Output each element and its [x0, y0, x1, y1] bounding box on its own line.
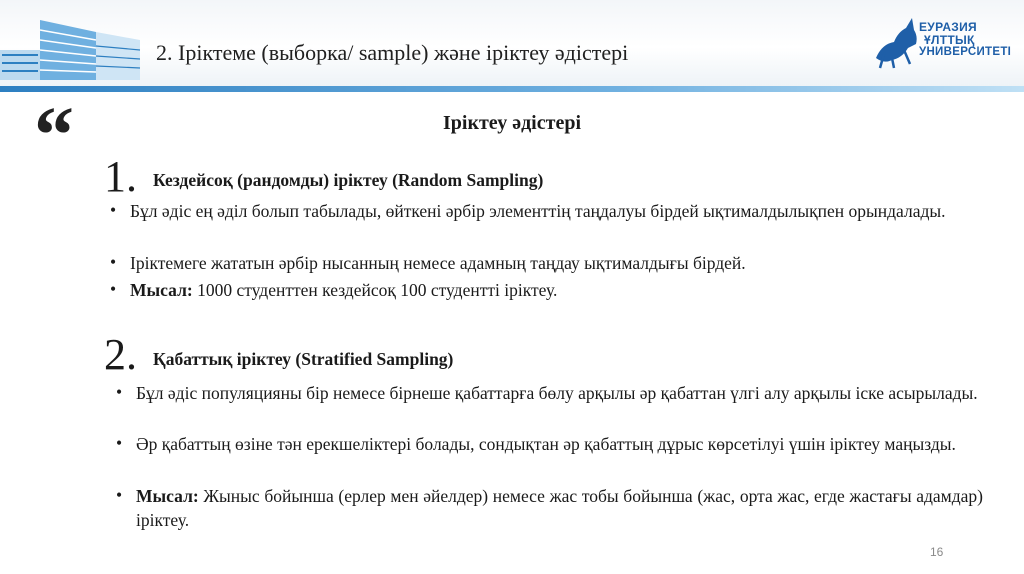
example-label: Мысал:: [130, 280, 193, 300]
example-text: Жыныс бойынша (ерлер мен әйелдер) немесе жас тобы бойынша (жас, орта жас, егде жастағы адамдар) іріктеу.: [136, 486, 983, 530]
building-logo: [0, 10, 150, 82]
example-text: 1000 студенттен кездейсоқ 100 студентті іріктеу.: [192, 280, 558, 300]
bullet-marker: •: [116, 382, 123, 402]
page-number: 16: [930, 545, 944, 559]
slide-title: 2. Іріктеме (выборка/ sample) және іріктеу әдістері: [156, 40, 629, 65]
bullet-text: Бұл әдіс популяцияны бір немесе бірнеше қабаттарға бөлу арқылы әр қабаттан үлгі алу арқылы іске асырылады.: [136, 383, 978, 403]
bullet-marker: •: [116, 485, 123, 505]
example-label: Мысал:: [136, 486, 199, 506]
university-logo: [872, 14, 1012, 70]
method-title: Қабаттық іріктеу (Stratified Sampling): [153, 349, 454, 369]
bullet-text: [136, 484, 983, 532]
university-name-line3: УНИВЕРСИТЕТІ: [919, 46, 1012, 58]
section-heading: Іріктеу әдістері: [443, 112, 581, 134]
header-bar: [0, 0, 1024, 86]
bullet-text: [130, 278, 983, 302]
bullet-text: Іріктемеге жататын әрбір нысанның немесе адамның таңдау ықтималдығы бірдей.: [130, 253, 746, 273]
method-title: Кездейсоқ (рандомды) іріктеу (Random Sampling): [153, 170, 544, 190]
bullet-text: Әр қабаттың өзіне тән ерекшеліктері болады, сондықтан әр қабаттың дұрыс көрсетілуі үшін іріктеу маңызды.: [136, 434, 956, 454]
method-number: 1.: [104, 152, 137, 201]
bullet-marker: •: [110, 279, 117, 299]
quote-mark-icon: “: [34, 92, 74, 180]
university-name-line2: ҰЛТТЫҚ: [924, 33, 975, 47]
method-number: 2.: [104, 330, 137, 379]
bullet-marker: •: [116, 433, 123, 453]
bullet-marker: •: [110, 200, 117, 220]
bullet-text: Бұл әдіс ең әділ болып табылады, өйткені әрбір элементтің таңдалуы бірдей ықтималдылықпен орындалады.: [130, 201, 946, 221]
horse-rider-emblem: [872, 14, 920, 70]
header-divider: [0, 86, 1024, 92]
bullet-marker: •: [110, 252, 117, 272]
university-name-line1: ЕУРАЗИЯ: [919, 20, 977, 34]
